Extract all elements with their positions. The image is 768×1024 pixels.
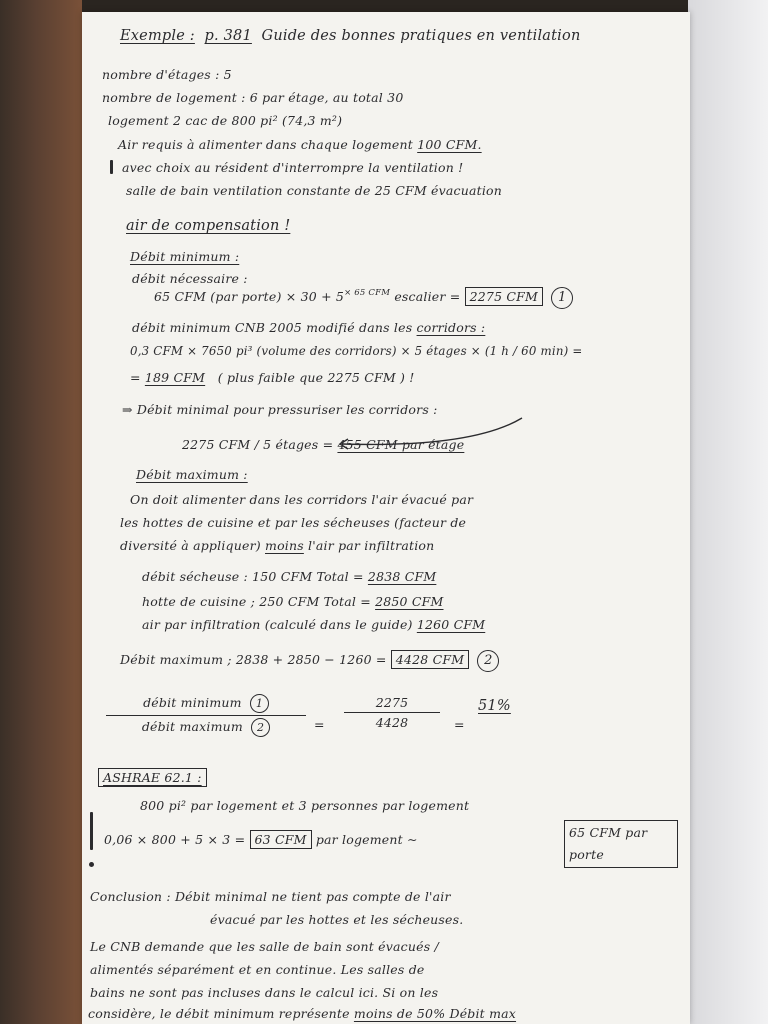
conclusion-text1: Débit minimal ne tient pas compte de l'air (174, 889, 451, 904)
pressuriser-line: ⇒ Débit minimal pour pressuriser les corridors : (122, 402, 438, 417)
cnb-result-line (130, 370, 415, 385)
intro-salle-bain: salle de bain ventilation constante de 25 CFM évacuation (126, 183, 503, 198)
conclusion-text6 (88, 1006, 516, 1021)
conclusion-label: Conclusion : (90, 889, 171, 904)
text3-moins: moins (265, 538, 304, 553)
header-exemple: Exemple : (120, 28, 195, 44)
debit-max-calc-line (120, 650, 499, 672)
ratio-label-bar (106, 715, 306, 716)
ratio-value-fraction (344, 695, 440, 730)
text6-ul: moins de 50% Débit max (353, 1006, 517, 1021)
calc-eq: = (449, 289, 461, 304)
cnb-corridors: corridors : (416, 320, 486, 335)
table-background-right (688, 0, 768, 1024)
secheuse-line (142, 569, 436, 584)
secheuse-text: débit sécheuse : 150 CFM Total = (142, 569, 364, 584)
header-guide-title: Guide des bonnes pratiques en ventilation (261, 28, 581, 44)
debit-min-result-box: 2275 CFM (465, 287, 543, 306)
conclusion-text5: bains ne sont pas incluses dans le calcul ici. Si on les (90, 985, 439, 1000)
calc-sup: × 65 CFM (344, 288, 391, 298)
marker-2-circle: 2 (477, 650, 499, 672)
ratio-marker-2: 2 (251, 718, 270, 737)
calc-escalier: escalier (394, 289, 446, 304)
compensation-title: air de compensation ! (126, 218, 291, 234)
intro-choix: avec choix au résident d'interrompre la ventilation ! (122, 160, 464, 175)
hotte-total: 2850 CFM (375, 594, 444, 609)
header-page-ref: p. 381 (204, 28, 252, 44)
debit-max-title: Débit maximum : (136, 467, 248, 482)
hotte-line (142, 594, 444, 609)
infiltration-value: 1260 CFM (416, 617, 486, 632)
cnb-formula: 0,3 CFM × 7650 pi³ (volume des corridors) × 5 étages × (1 h / 60 min) = (130, 344, 583, 358)
infiltration-line (142, 617, 485, 632)
per-floor-calc: 2275 CFM / 5 étages = (182, 437, 334, 452)
ratio-denominator-label (106, 718, 306, 737)
hotte-text: hotte de cuisine ; 250 CFM Total = (142, 594, 371, 609)
ashrae-line1: 800 pi² par logement et 3 personnes par logement (140, 798, 470, 813)
ratio-numerator-label (106, 694, 306, 713)
ashrae-per: par logement ∼ (315, 832, 418, 847)
debit-max-result-box: 4428 CFM (391, 650, 469, 669)
debit-max-text1: On doit alimenter dans les corridors l'air évacué par (130, 492, 474, 507)
conclusion-line1 (90, 889, 451, 904)
ratio-value-bar (344, 712, 440, 713)
conclusion-text2: évacué par les hottes et les sécheuses. (210, 912, 464, 927)
exclamation-mark (110, 160, 113, 174)
max-calc: Débit maximum ; 2838 + 2850 − 1260 = (120, 652, 387, 667)
calc-prefix: 65 CFM (par porte) × 30 + 5 (154, 289, 345, 304)
cnb-prefix: débit minimum CNB 2005 modifié dans les (132, 320, 413, 335)
per-floor-line (182, 437, 464, 452)
header-line (120, 28, 581, 44)
infiltration-text: air par infiltration (calculé dans le guide) (142, 617, 413, 632)
debit-min-calc-line (154, 287, 573, 309)
text6-pre: considère, le débit minimum représente (88, 1006, 350, 1021)
debit-max-text2: les hottes de cuisine et par les sécheuses (facteur de (120, 515, 467, 530)
ratio-den-value: 4428 (375, 715, 409, 730)
cnb-line (132, 320, 485, 335)
text3-pre: diversité à appliquer) (120, 538, 261, 553)
ratio-result: 51% (478, 698, 511, 714)
den-label-text: débit maximum (141, 719, 243, 734)
air-requis-text: Air requis à alimenter dans chaque logement (118, 137, 413, 152)
cnb-eq-sign: = (130, 370, 141, 385)
text3-post: l'air par infiltration (308, 538, 435, 553)
exclamation-bar (90, 812, 93, 850)
debit-min-title: Débit minimum : (130, 249, 240, 264)
secheuse-total: 2838 CFM (367, 569, 437, 584)
marker-1-circle: 1 (551, 287, 573, 309)
ratio-eq: = (314, 717, 325, 732)
cnb-comparison: ( plus faible que 2275 CFM ) ! (217, 370, 415, 385)
exclamation-dot (89, 862, 94, 867)
cnb-result: 189 CFM (144, 370, 206, 385)
conclusion-text4: alimentés séparément et en continue. Les salles de (90, 962, 425, 977)
per-floor-result: 455 CFM par étage (337, 437, 465, 452)
ashrae-title: ASHRAE 62.1 : (98, 768, 207, 787)
intro-logements: nombre de logement : 6 par étage, au total 30 (102, 90, 404, 105)
ratio-marker-1: 1 (250, 694, 269, 713)
ashrae-calc-line (104, 830, 418, 849)
conclusion-text3: Le CNB demande que les salle de bain sont évacués / (90, 939, 439, 954)
ratio-num-value: 2275 (375, 695, 409, 710)
handwritten-notes-page (82, 12, 690, 1024)
num-label-text: débit minimum (143, 695, 242, 710)
ashrae-title-line (98, 768, 207, 787)
wooden-table-background (0, 0, 82, 1024)
intro-etages: nombre d'étages : 5 (102, 67, 232, 82)
intro-superficie: logement 2 cac de 800 pi² (74,3 m²) (108, 113, 343, 128)
debit-max-text3 (120, 538, 434, 553)
ratio-label-fraction (106, 694, 306, 737)
ratio-eq2: = (454, 717, 465, 732)
ashrae-result-box: 63 CFM (250, 830, 312, 849)
intro-air-requis (118, 137, 482, 152)
air-requis-value: 100 CFM. (417, 137, 482, 152)
debit-necessaire: débit nécessaire : (132, 271, 248, 286)
ashrae-compare-box: 65 CFM par porte (564, 820, 678, 868)
ashrae-calc: 0,06 × 800 + 5 × 3 = (104, 832, 246, 847)
